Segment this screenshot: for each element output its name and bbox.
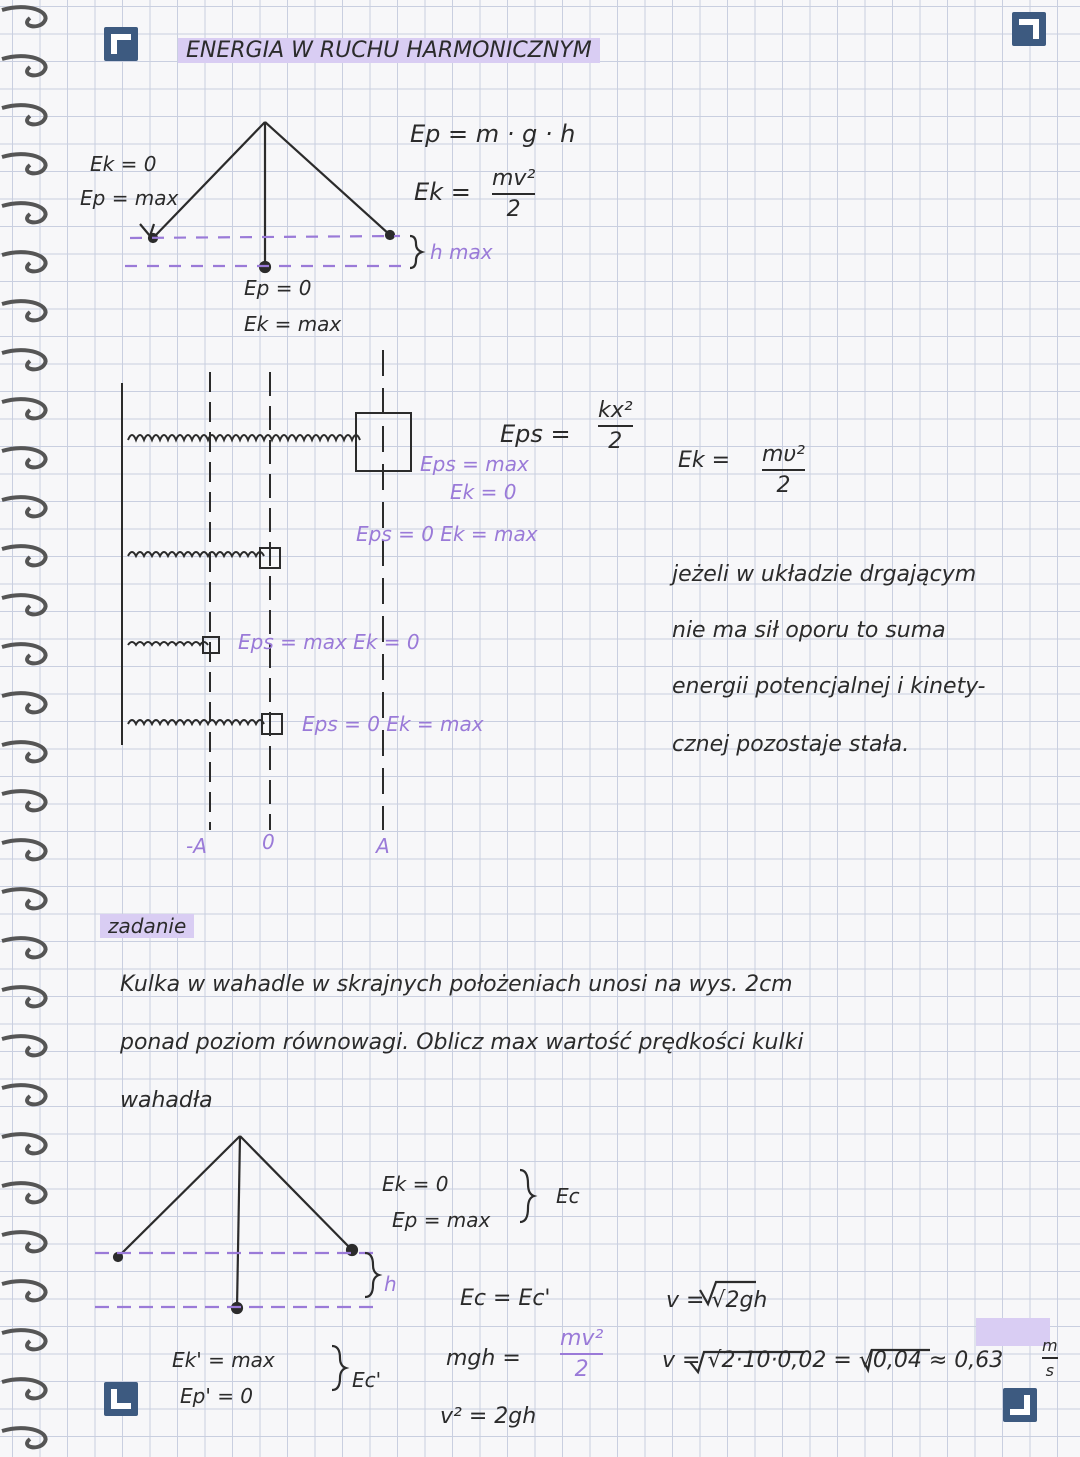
unit-denominator: s xyxy=(1045,1361,1054,1380)
h-max-label: h max xyxy=(430,240,493,264)
fraction-numerator: mv² xyxy=(492,166,536,191)
potential-energy-formula: Ep = m · g · h xyxy=(410,120,576,148)
top-sum-label: Ec xyxy=(556,1184,580,1208)
left-ep-label: Ep = max xyxy=(80,186,179,210)
note-line: jeżeli w układzie drgającym xyxy=(672,562,977,587)
equation-lhs: mgh = xyxy=(446,1346,521,1371)
page-title xyxy=(178,38,600,63)
bottom-ep-label: Ep = 0 xyxy=(244,276,312,300)
fraction-denominator: 2 xyxy=(776,473,791,498)
fraction-denominator: 2 xyxy=(608,429,623,454)
kinetic-energy-fraction xyxy=(492,166,535,222)
top-ek-label: Ek = 0 xyxy=(382,1172,449,1196)
spring-row2-label: Eps = 0 Ek = max xyxy=(356,522,538,546)
spring-diagrams xyxy=(122,350,411,830)
bottom-ek-label: Ek = max xyxy=(244,312,342,336)
bottom-ek-label: Ek' = max xyxy=(172,1348,275,1372)
top-ep-label: Ep = max xyxy=(392,1208,491,1232)
task-line: ponad poziom równowagi. Oblicz max wartość prędkości kulki xyxy=(120,1030,804,1055)
velocity-squared: v² = 2gh xyxy=(440,1404,537,1429)
task-line: Kulka w wahadle w skrajnych położeniach unosi na wys. 2cm xyxy=(120,972,793,997)
axis-label-minus-a: -A xyxy=(186,834,207,858)
height-label: h xyxy=(384,1272,397,1296)
bottom-sum-label: Ec' xyxy=(352,1368,382,1392)
spring-row1-eps: Eps = max xyxy=(420,452,529,476)
left-ek-label: Ek = 0 xyxy=(90,152,157,176)
spring-row4-label: Eps = 0 Ek = max xyxy=(302,712,484,736)
fraction-denominator: 2 xyxy=(506,197,521,222)
task-label: zadanie xyxy=(100,914,194,938)
equation-fraction xyxy=(560,1326,603,1382)
task-line: wahadła xyxy=(120,1088,213,1113)
spring-kinetic-lhs: Ek = xyxy=(678,448,731,473)
spring-row3-label: Eps = max Ek = 0 xyxy=(238,630,420,654)
bottom-ep-label: Ep' = 0 xyxy=(180,1384,254,1408)
note-line: nie ma sił oporu to suma xyxy=(672,618,946,643)
velocity-calculation: v = √2·10·0,02 = √0,04 ≈ 0,63 xyxy=(662,1348,1004,1373)
fraction-numerator: mυ² xyxy=(762,442,805,467)
unit-numerator: m xyxy=(1042,1336,1058,1355)
fraction-denominator: 2 xyxy=(574,1357,589,1382)
spring-kinetic-fraction xyxy=(762,442,805,498)
kinetic-energy-lhs: Ek = xyxy=(414,178,471,206)
spring-row1-ek: Ek = 0 xyxy=(450,480,517,504)
spring-energy-lhs: Eps = xyxy=(500,420,571,448)
axis-label-a: A xyxy=(376,834,390,858)
note-line: energii potencjalnej i kinety- xyxy=(672,674,986,699)
fraction-numerator: kx² xyxy=(598,398,633,423)
velocity-formula: v = √2gh xyxy=(666,1288,768,1313)
task-heading xyxy=(100,914,194,938)
velocity-unit xyxy=(1042,1336,1058,1380)
note-line: cznej pozostaje stała. xyxy=(672,732,910,757)
energy-equality: Ec = Ec' xyxy=(460,1286,551,1311)
title-text: ENERGIA W RUCHU HARMONICZNYM xyxy=(178,38,600,63)
spring-energy-fraction xyxy=(598,398,633,454)
fraction-numerator: mv² xyxy=(560,1326,604,1351)
axis-label-zero: 0 xyxy=(262,830,275,854)
result-highlight xyxy=(976,1318,1050,1346)
